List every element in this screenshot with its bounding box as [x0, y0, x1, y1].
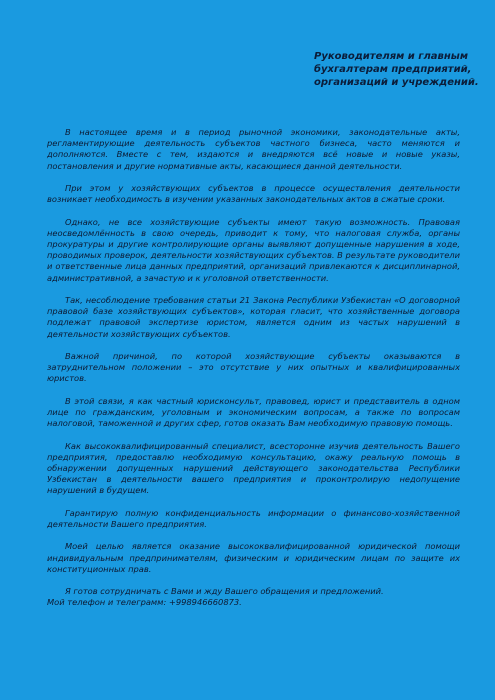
paragraph: В настоящее время и в период рыночной экономики, законодательные акты, регламентирующие деятельность субъектов частного бизнеса, часто меняются и дополняются. Вместе с тем, издаются и внедряются всё новые и новые указы, постановления и другие нормативные акты, касающиеся данной деятельности.	[47, 127, 460, 171]
letter-body	[47, 127, 460, 609]
addressee-line: организаций и учреждений.	[314, 77, 479, 88]
paragraph: Так, несоблюдение требования статьи 21 Закона Республики Узбекистан «О договорной правовой базе хозяйствующих субъектов», которая гласит, что хозяйственные договора подлежат правовой экспертизе юристом, является одним из частых нарушений в деятельности хозяйствующих субъектов.	[47, 295, 460, 339]
paragraph: Моей целью является оказание высококвалифицированной юридической помощи индивидуальным предпринимателям, физическим и юридическим лицам по защите их конституционных прав.	[47, 541, 460, 574]
addressee-line: бухгалтерам предприятий,	[314, 64, 472, 75]
closing-paragraph	[47, 586, 460, 608]
paragraph: В этой связи, я как частный юрисконсульт, правовед, юрист и представитель в одном лице по гражданским, уголовным и экономическим вопросам, а также по вопросам налоговой, таможенной и других сфер, готов оказать Вам необходимую правовую помощь.	[47, 395, 460, 429]
addressee-block	[314, 50, 484, 89]
contact-phone: Мой телефон и телеграмм: +998946660873.	[47, 597, 242, 608]
paragraph: Однако, не все хозяйствующие субъекты имеют такую возможность. Правовая неосведомлённость в свою очередь, приводит к тому, что налоговая служба, органы прокуратуры и другие контролирующие органы выявляют допущенные нарушения в ходе, проводимых проверок, деятельности хозяйствующих субъектов. В результате руководители и ответственные лица данных предприятий, организаций привлекаются к дисциплинарной, административной, а зачастую и к уголовной ответственности.	[47, 216, 460, 283]
addressee-line: Руководителям и главным	[314, 51, 469, 62]
paragraph: Важной причиной, по которой хозяйствующие субъекты оказываются в затруднительном положении – это отсутствие у них опытных и квалифицированных юристов.	[47, 351, 460, 384]
paragraph: Гарантирую полную конфиденциальность информации о финансово-хозяйственной деятельности Вашего предприятия.	[47, 507, 460, 529]
paragraph: При этом у хозяйствующих субъектов в процессе осуществления деятельности возникает необходимость в изучении указанных законодательных актов в сжатые сроки.	[47, 183, 460, 205]
paragraph: Как высококвалифицированный специалист, всесторонне изучив деятельность Вашего предприятия, предоставлю необходимую консультацию, окажу реальную помощь в обнаружении допущенных нарушений действующего законодательства Республики Узбекистан в деятельности вашего предприятия и проконтролирую недопущение нарушений в будущем.	[47, 440, 460, 496]
closing-line: Я готов сотрудничать с Вами и жду Вашего обращения и предложений.	[65, 586, 384, 597]
